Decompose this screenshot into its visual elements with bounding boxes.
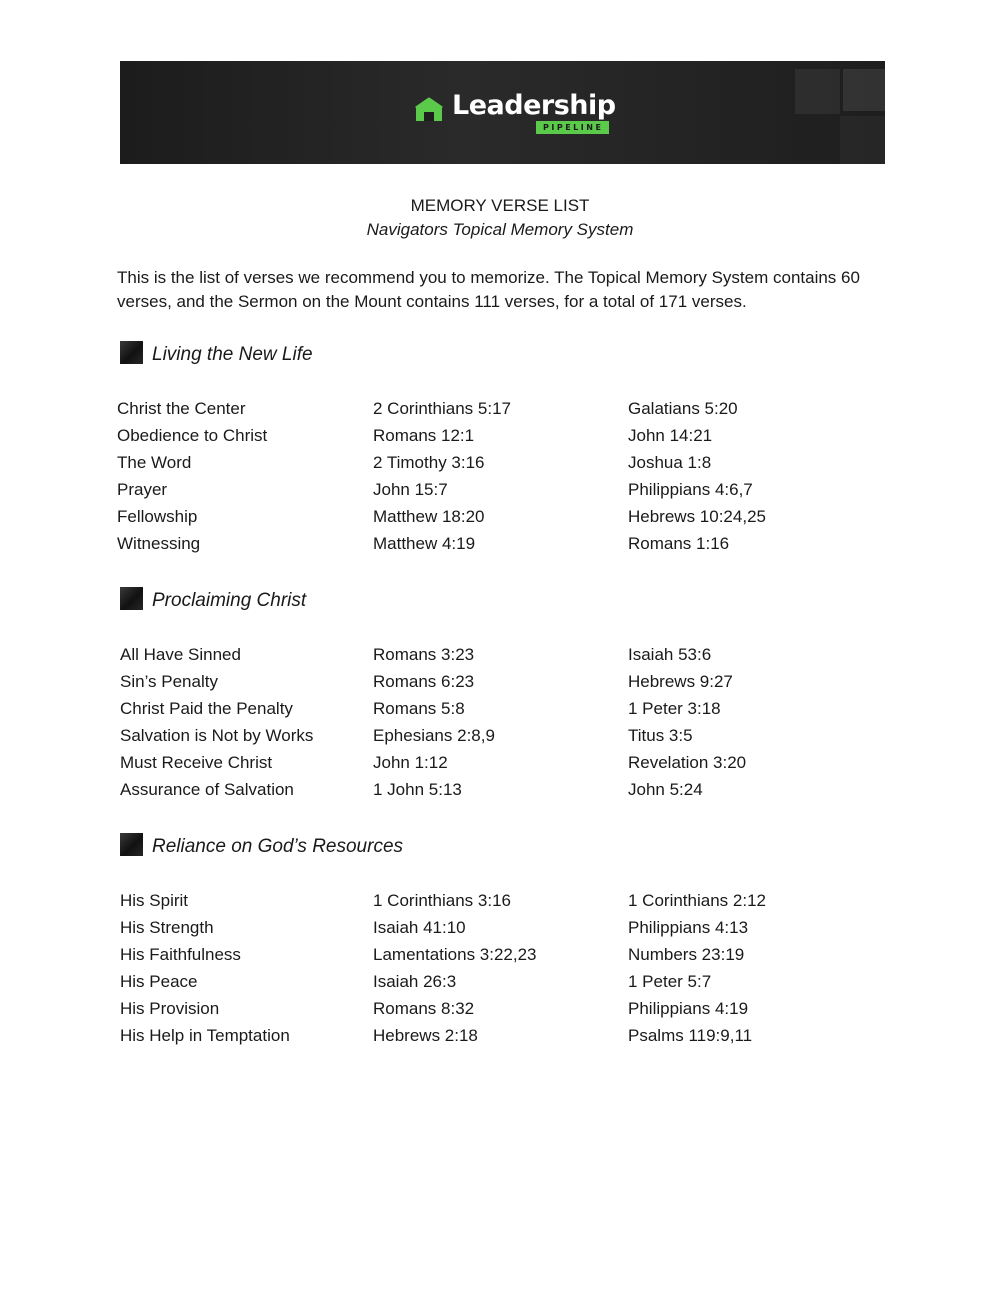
topic-cell: Obedience to Christ [117, 426, 268, 445]
verse-cell: Hebrews 9:27 [628, 672, 733, 691]
verse-cell: Numbers 23:19 [628, 945, 745, 964]
verse-cell: Philippians 4:13 [628, 918, 749, 937]
verse-cell: Philippians 4:19 [628, 999, 749, 1018]
page-title: MEMORY VERSE LIST [410, 196, 590, 215]
verse-cell: Galatians 5:20 [628, 399, 738, 418]
table-row [0, 1022, 1000, 1049]
verse-table [0, 887, 1000, 1049]
section-title: Living the New Life [152, 344, 313, 365]
brand-logo [414, 89, 616, 137]
verse-cell: Isaiah 53:6 [628, 645, 712, 664]
house-icon [414, 97, 444, 123]
topic-cell: All Have Sinned [120, 645, 241, 664]
table-row [0, 503, 1000, 530]
square-bullet-icon [120, 341, 143, 364]
topic-cell: Assurance of Salvation [120, 780, 294, 799]
topic-cell: Prayer [117, 480, 168, 499]
verse-cell: 1 Corinthians 2:12 [628, 891, 766, 910]
verse-cell: Romans 6:23 [373, 672, 475, 691]
verse-cell: Lamentations 3:22,23 [373, 945, 537, 964]
verse-cell: Matthew 4:19 [373, 534, 476, 553]
section-title: Proclaiming Christ [152, 590, 307, 611]
square-bullet-icon [120, 587, 143, 610]
verse-cell: John 14:21 [628, 426, 713, 445]
table-row [0, 449, 1000, 476]
table-row [0, 941, 1000, 968]
verse-table [0, 641, 1000, 803]
table-row [0, 422, 1000, 449]
topic-cell: Witnessing [117, 534, 201, 553]
topic-cell: His Provision [120, 999, 220, 1018]
section-title: Reliance on God’s Resources [152, 836, 404, 857]
brand-tag: PIPELINE [536, 121, 609, 134]
banner-decor-square [795, 69, 840, 114]
verse-cell: Isaiah 26:3 [373, 972, 457, 991]
page-subtitle: Navigators Topical Memory System [366, 220, 634, 239]
verse-cell: Ephesians 2:8,9 [373, 726, 495, 745]
verse-cell: Romans 12:1 [373, 426, 475, 445]
verse-cell: Revelation 3:20 [628, 753, 747, 772]
verse-cell: John 1:12 [373, 753, 448, 772]
square-bullet-icon [120, 833, 143, 856]
table-row [0, 395, 1000, 422]
verse-cell: 1 John 5:13 [373, 780, 462, 799]
table-row [0, 887, 1000, 914]
verse-table [0, 395, 1000, 557]
topic-cell: His Peace [120, 972, 198, 991]
brand-word: Leadership [452, 90, 616, 121]
verse-cell: 1 Peter 5:7 [628, 972, 712, 991]
table-row [0, 476, 1000, 503]
topic-cell: Sin’s Penalty [120, 672, 218, 691]
topic-cell: His Faithfulness [120, 945, 241, 964]
topic-cell: His Spirit [120, 891, 189, 910]
table-row [0, 668, 1000, 695]
verse-cell: Philippians 4:6,7 [628, 480, 753, 499]
topic-cell: His Help in Temptation [120, 1026, 290, 1045]
table-row [0, 776, 1000, 803]
table-row [0, 695, 1000, 722]
section-heading [120, 343, 313, 367]
verse-cell: Romans 5:8 [373, 699, 465, 718]
verse-cell: John 5:24 [628, 780, 703, 799]
intro-paragraph: This is the list of verses we recommend you to memorize. The Topical Memory System contains 60 verses, and the Sermon on the Mount contains 111 verses, for a total of 171 verses. [117, 268, 860, 311]
topic-cell: The Word [117, 453, 192, 472]
topic-cell: Christ the Center [117, 399, 246, 418]
verse-cell: Hebrews 10:24,25 [628, 507, 766, 526]
topic-cell: Must Receive Christ [120, 753, 273, 772]
verse-cell: 2 Timothy 3:16 [373, 453, 485, 472]
topic-cell: His Strength [120, 918, 214, 937]
verse-cell: Matthew 18:20 [373, 507, 485, 526]
verse-cell: Romans 1:16 [628, 534, 730, 553]
verse-cell: Joshua 1:8 [628, 453, 712, 472]
table-row [0, 995, 1000, 1022]
topic-cell: Salvation is Not by Works [120, 726, 314, 745]
topic-cell: Christ Paid the Penalty [120, 699, 293, 718]
verse-cell: John 15:7 [373, 480, 448, 499]
table-row [0, 914, 1000, 941]
verse-cell: Romans 3:23 [373, 645, 475, 664]
section-heading [120, 589, 306, 613]
topic-cell: Fellowship [117, 507, 198, 526]
section-heading [120, 835, 403, 859]
verse-cell: Psalms 119:9,11 [628, 1026, 753, 1045]
verse-cell: 1 Peter 3:18 [628, 699, 721, 718]
table-row [0, 722, 1000, 749]
banner-decor-square [840, 116, 885, 164]
verse-cell: Romans 8:32 [373, 999, 475, 1018]
table-row [0, 530, 1000, 557]
verse-cell: 2 Corinthians 5:17 [373, 399, 511, 418]
table-row [0, 968, 1000, 995]
verse-cell: 1 Corinthians 3:16 [373, 891, 511, 910]
banner-decor-square [843, 69, 885, 111]
verse-cell: Hebrews 2:18 [373, 1026, 478, 1045]
verse-cell: Titus 3:5 [628, 726, 693, 745]
table-row [0, 749, 1000, 776]
table-row [0, 641, 1000, 668]
header-banner [120, 61, 885, 164]
verse-cell: Isaiah 41:10 [373, 918, 466, 937]
